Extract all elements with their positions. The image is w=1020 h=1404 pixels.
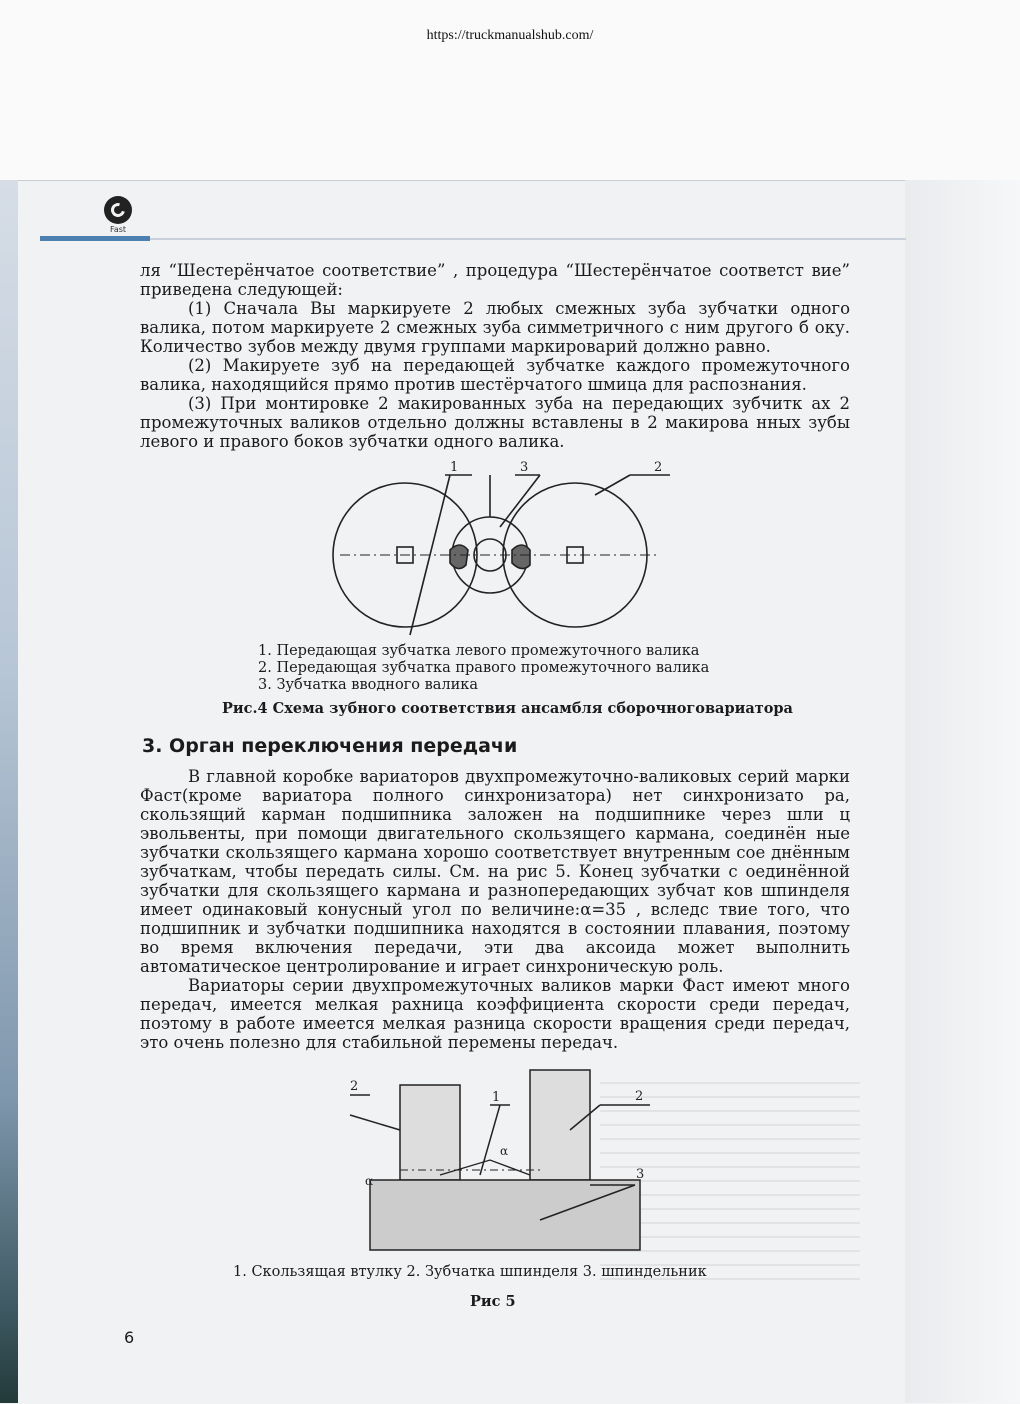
page-edge (905, 180, 1020, 1403)
fig5-callout-1: 1 (492, 1090, 501, 1105)
fast-logo-icon (104, 196, 132, 224)
section-title: 3. Орган переключения передачи (142, 735, 518, 757)
paragraph-step-3: (3) При монтировке 2 макированных зуба на передающих зубчитк ах 2 промежуточных валиков отдельно должны вставлены в 2 макирова нных зубы левого и правого боков зубчатки одного валика. (140, 394, 850, 451)
fast-logo (102, 196, 134, 240)
fig5-angle-right: α (500, 1144, 509, 1158)
paragraph-intro: ля “Шестерёнчатое соответствие” , процедура “Шестерёнчатое соответст вие” приведена следующей: (140, 261, 850, 299)
figure-4-gear-diagram (300, 455, 730, 655)
paragraph-gear-shift: В главной коробке вариаторов двухпромежуточно-валиковых серий марки Фаст(кроме вариатора полного синхронизатора) нет синхронизато ра, скользящий карман подшипника заложен на подшипнике через шли ц эвольвенты, при помощи двигательного скользящего кармана, соединён ные зубчатки скользящего кармана хорошо соответствует внутренным сое днённым зубчаткам, чтобы передать силы. См. на рис 5. Конец зубчатки с оединённой зубчатки для скользящего кармана и разнопередающих зубчат ков шпинделя имеет одинаковый конусный угол по величине:α=35 , вследс твие того, что подшипник и зубчатки подшипника находятся в состоянии плавания, поэтому во время включения передачи, эти два аксоида может выполнить автоматическое центролирование и играет синхроническую роль. (140, 767, 850, 976)
paragraph-step-2: (2) Макируете зуб на передающей зубчатке каждого промежуточного валика, находящийся прямо против шестёрчатого шмица для распознания. (140, 356, 850, 394)
cover-strip (0, 180, 18, 1403)
fig4-callout-2: 2 (654, 460, 663, 475)
fig5-callout-2-left: 2 (350, 1079, 359, 1094)
fig4-callout-3: 3 (520, 460, 529, 475)
figure-4-caption: Рис.4 Схема зубного соответствия ансамбля сборочноговариатора (222, 700, 793, 717)
header-rule (40, 238, 906, 240)
fig4-legend-item-2: 2. Передающая зубчатка правого промежуточного валика (258, 660, 710, 676)
logo-word: Fast (109, 225, 127, 234)
fig5-callout-2-right: 2 (635, 1089, 644, 1104)
figure-5-sleeve-diagram (340, 1060, 680, 1260)
paragraph-gears-ratio: Вариаторы серии двухпромежуточных валиков марки Фаст имеют много передач, имеется мелкая рахница коэффициента скорости среди передач, поэтому в работе имеется мелкая разница скорости вращения среди передач, это очень полезно для стабильной перемены передач. (140, 976, 850, 1052)
fig5-angle-left: α (365, 1174, 374, 1188)
top-text-block (140, 261, 850, 451)
page-number: 6 (124, 1328, 135, 1347)
fig4-legend-item-1: 1. Передающая зубчатка левого промежуточного валика (258, 643, 700, 659)
fig5-callout-3: 3 (636, 1167, 645, 1182)
figure-5-legend: 1. Скользящая втулку 2. Зубчатка шпинделя 3. шпиндельник (233, 1264, 707, 1280)
bottom-text-block (140, 767, 850, 1052)
paragraph-step-1: (1) Сначала Вы маркируете 2 любых смежных зуба зубчатки одного валика, потом маркируете 2 смежных зуба симметричного с ним другого б оку. Количество зубов между двумя группами маркироварий должно равно. (140, 299, 850, 356)
fig4-legend-item-3: 3. Зубчатка вводного валика (258, 677, 479, 693)
figure-4-legend (258, 643, 709, 694)
figure-5-caption: Рис 5 (470, 1293, 516, 1310)
fig4-callout-1: 1 (450, 460, 459, 475)
scan-top-area (0, 0, 1020, 180)
source-url: https://truckmanualshub.com/ (426, 28, 594, 43)
